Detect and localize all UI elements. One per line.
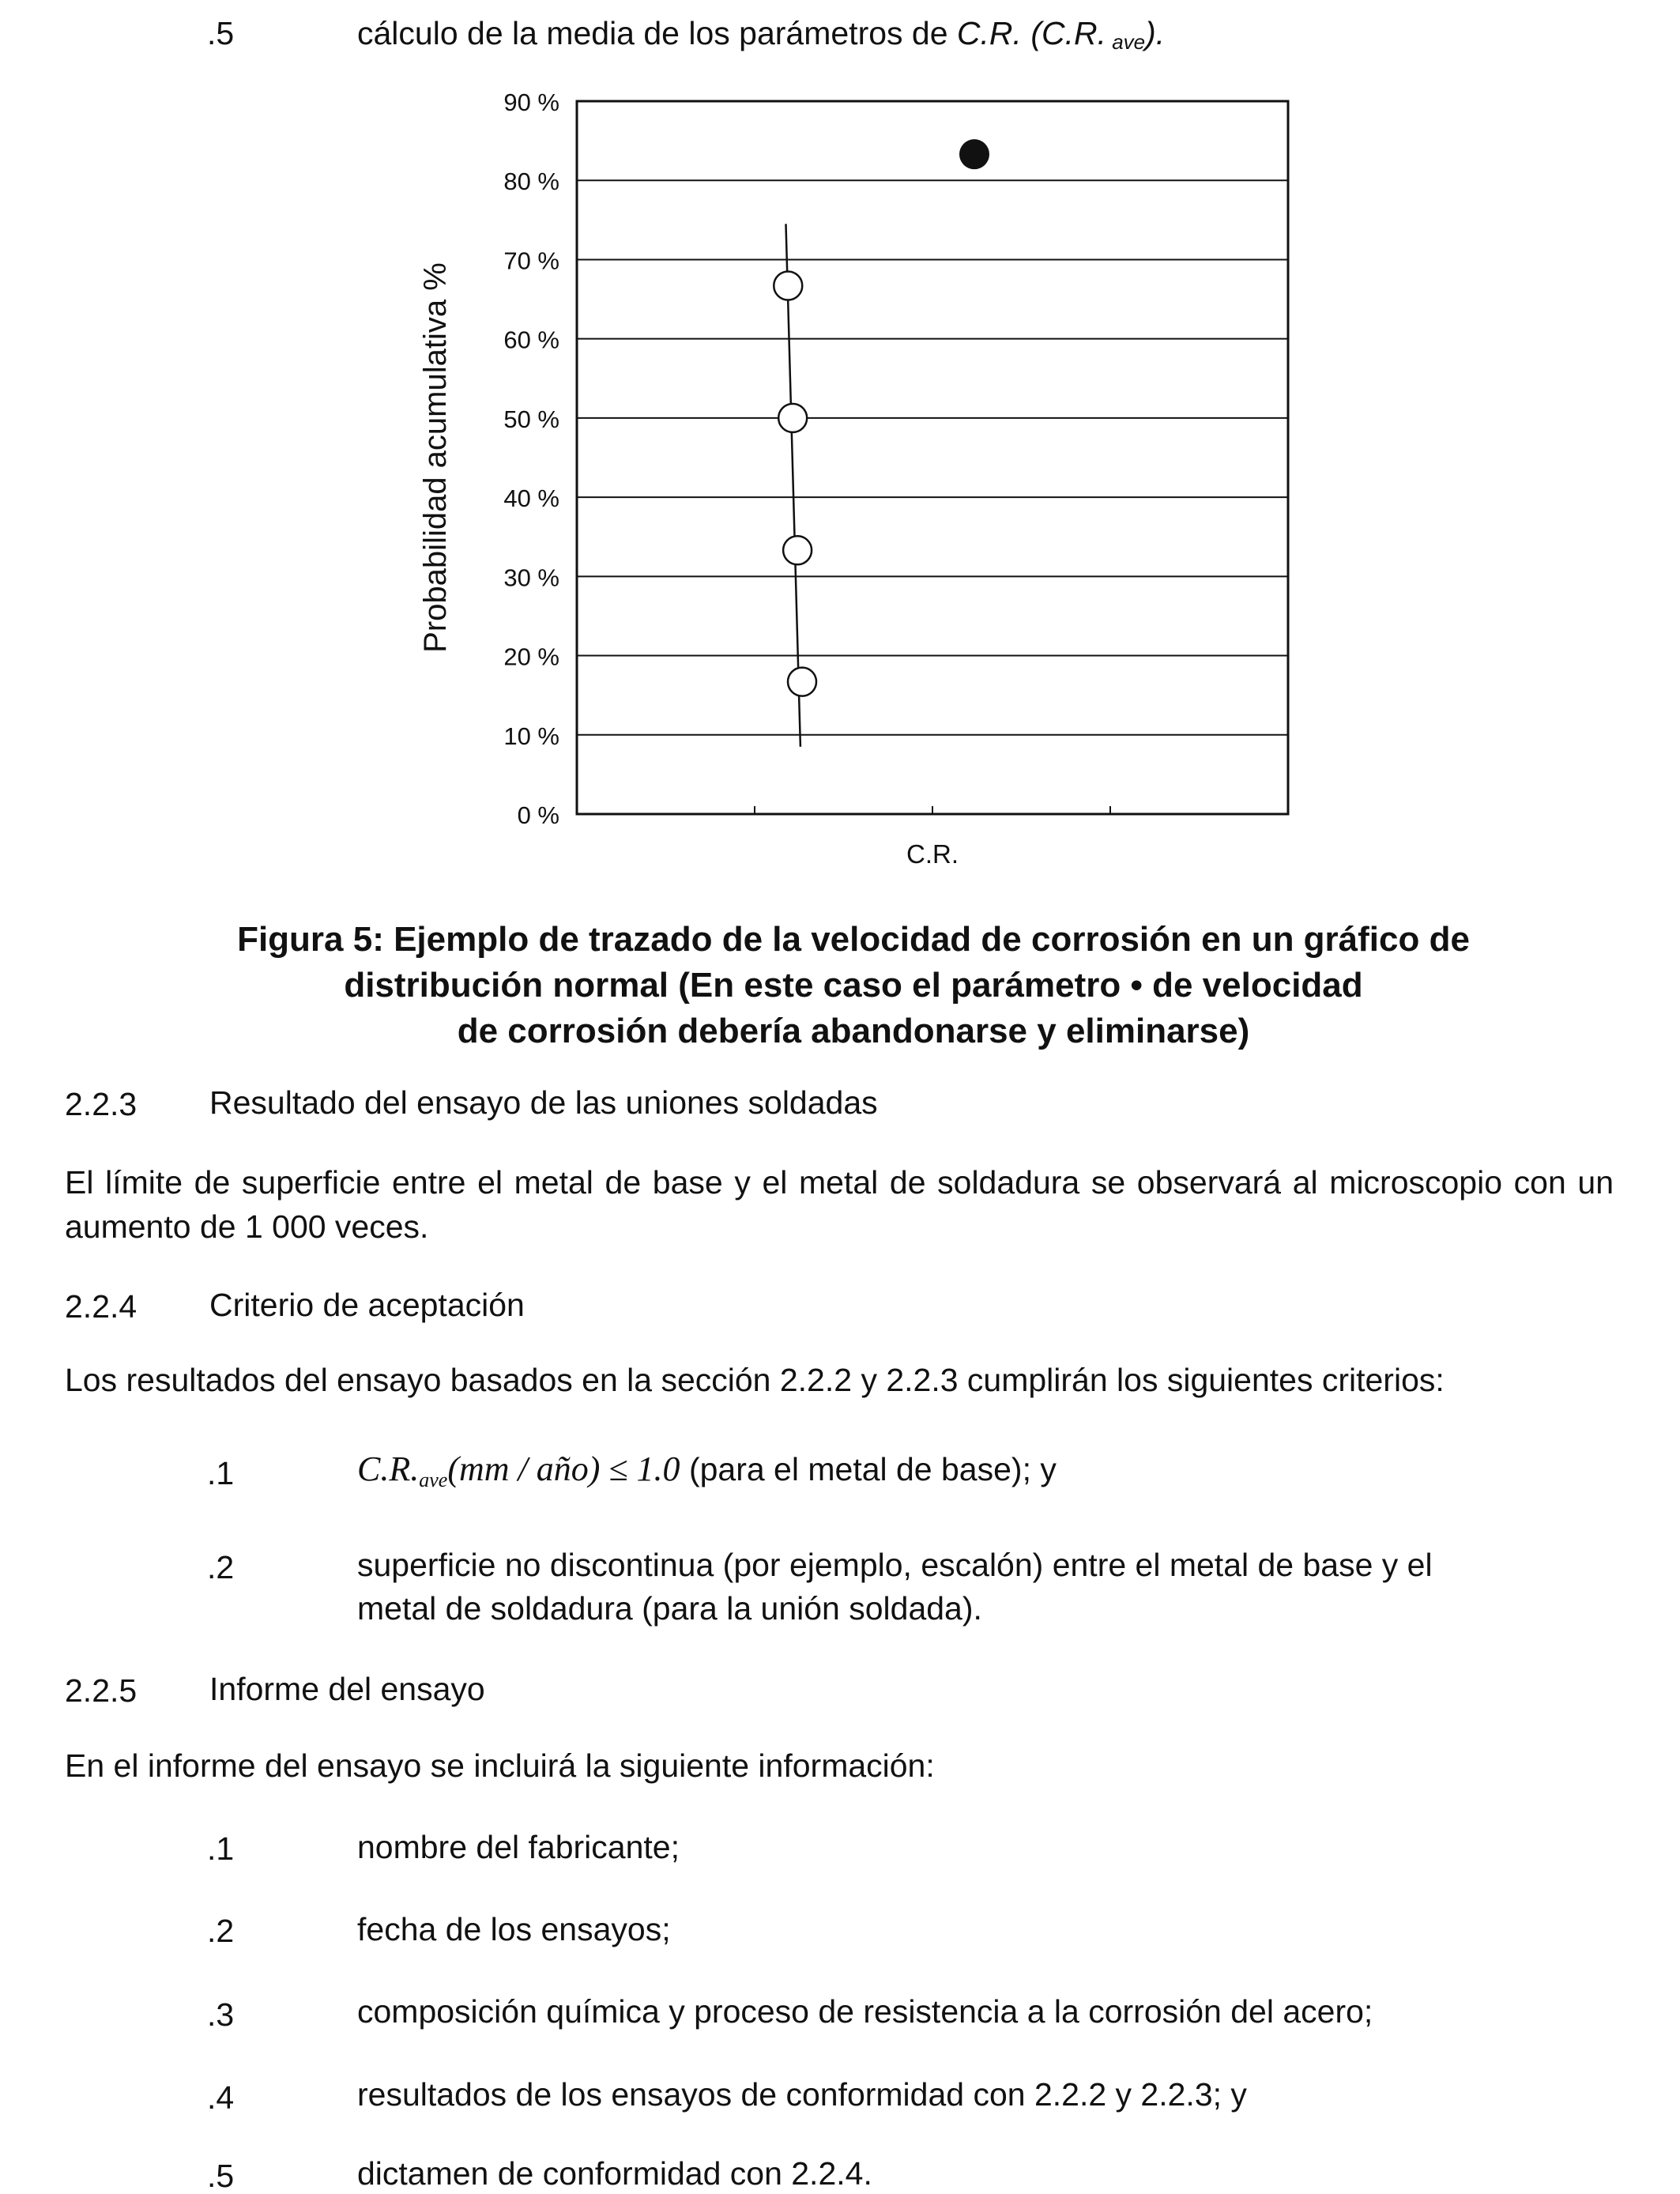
list-number: .2 [207,1549,235,1585]
normal-distribution-chart [395,79,1343,877]
open-data-point [788,668,816,696]
list-item-text: dictamen de conformidad con 2.2.4. [357,2155,872,2192]
paragraph: En el informe del ensayo se incluirá la siguiente información: [65,1747,935,1784]
criterion-formula [357,1449,1057,1492]
section-number: 2.2.4 [65,1288,137,1325]
section-number: 2.2.5 [65,1672,137,1709]
y-tick-label: 80 % [503,168,559,196]
y-tick-label: 90 % [503,89,559,116]
plot-area [577,101,1288,814]
subscript: ave [1112,30,1146,54]
y-tick-label: 60 % [503,326,559,354]
open-data-point [774,272,802,300]
list-number: .1 [207,1455,235,1491]
y-tick-label: 40 % [503,484,559,513]
text-segment: ). [1145,15,1166,51]
section-title: Resultado del ensayo de las uniones soldadas [209,1084,878,1121]
figure-caption [111,917,1596,1054]
paragraph: Los resultados del ensayo basados en la sección 2.2.2 y 2.2.3 cumplirán los siguientes criterios: [65,1362,1445,1398]
list-number: .2 [207,1913,235,1949]
list-number: .5 [207,2158,235,2194]
list-item-text: fecha de los ensayos; [357,1911,671,1947]
list-item-text: metal de soldadura (para la unión soldada). [357,1590,982,1627]
section-number: 2.2.3 [65,1086,137,1122]
math-subscript: ave [419,1468,448,1491]
list-item-text: resultados de los ensayos de conformidad con 2.2.2 y 2.2.3; y [357,2076,1247,2113]
list-number: .3 [207,1996,235,2033]
y-tick-label: 0 % [517,801,559,829]
paragraph: El límite de superficie entre el metal de base y el metal de soldadura se observará al microscopio con un aumento de 1 000 veces. [65,1164,1614,1245]
list-item-text [357,17,1165,52]
caption-line: distribución normal (En este caso el parámetro • de velocidad [344,966,1363,1005]
list-number: .4 [207,2079,235,2116]
caption-line: Figura 5: Ejemplo de trazado de la velocidad de corrosión en un gráfico de [237,920,1470,959]
math-rest: (mm / año) ≤ 1.0 [447,1449,680,1488]
list-number: .1 [207,1830,235,1867]
x-axis-label: C.R. [906,839,959,869]
y-tick-label: 30 % [503,564,559,592]
open-data-point [778,404,807,432]
list-number: .5 [207,15,235,51]
list-item-text: nombre del fabricante; [357,1829,680,1865]
outlier-data-point [959,139,989,169]
open-data-point [783,536,812,564]
y-axis-label: Probabilidad acumulativa % [418,262,453,653]
text-segment: cálculo de la media de los parámetros de [357,15,957,51]
section-title: Criterio de aceptación [209,1287,525,1323]
list-item-text: superficie no discontinua (por ejemplo, escalón) entre el metal de base y el [357,1547,1433,1583]
math-base: C.R. [357,1449,420,1488]
caption-line: de corrosión debería abandonarse y eliminarse) [457,1012,1250,1050]
text-segment: (para el metal de base); y [680,1451,1057,1487]
y-tick-label: 10 % [503,722,559,750]
list-item-text: composición química y proceso de resistencia a la corrosión del acero; [357,1993,1373,2030]
y-tick-label: 20 % [503,643,559,671]
y-tick-label: 50 % [503,405,559,433]
y-tick-label: 70 % [503,247,559,275]
section-title: Informe del ensayo [209,1671,485,1707]
italic-term: C.R. (C.R. [956,15,1106,51]
